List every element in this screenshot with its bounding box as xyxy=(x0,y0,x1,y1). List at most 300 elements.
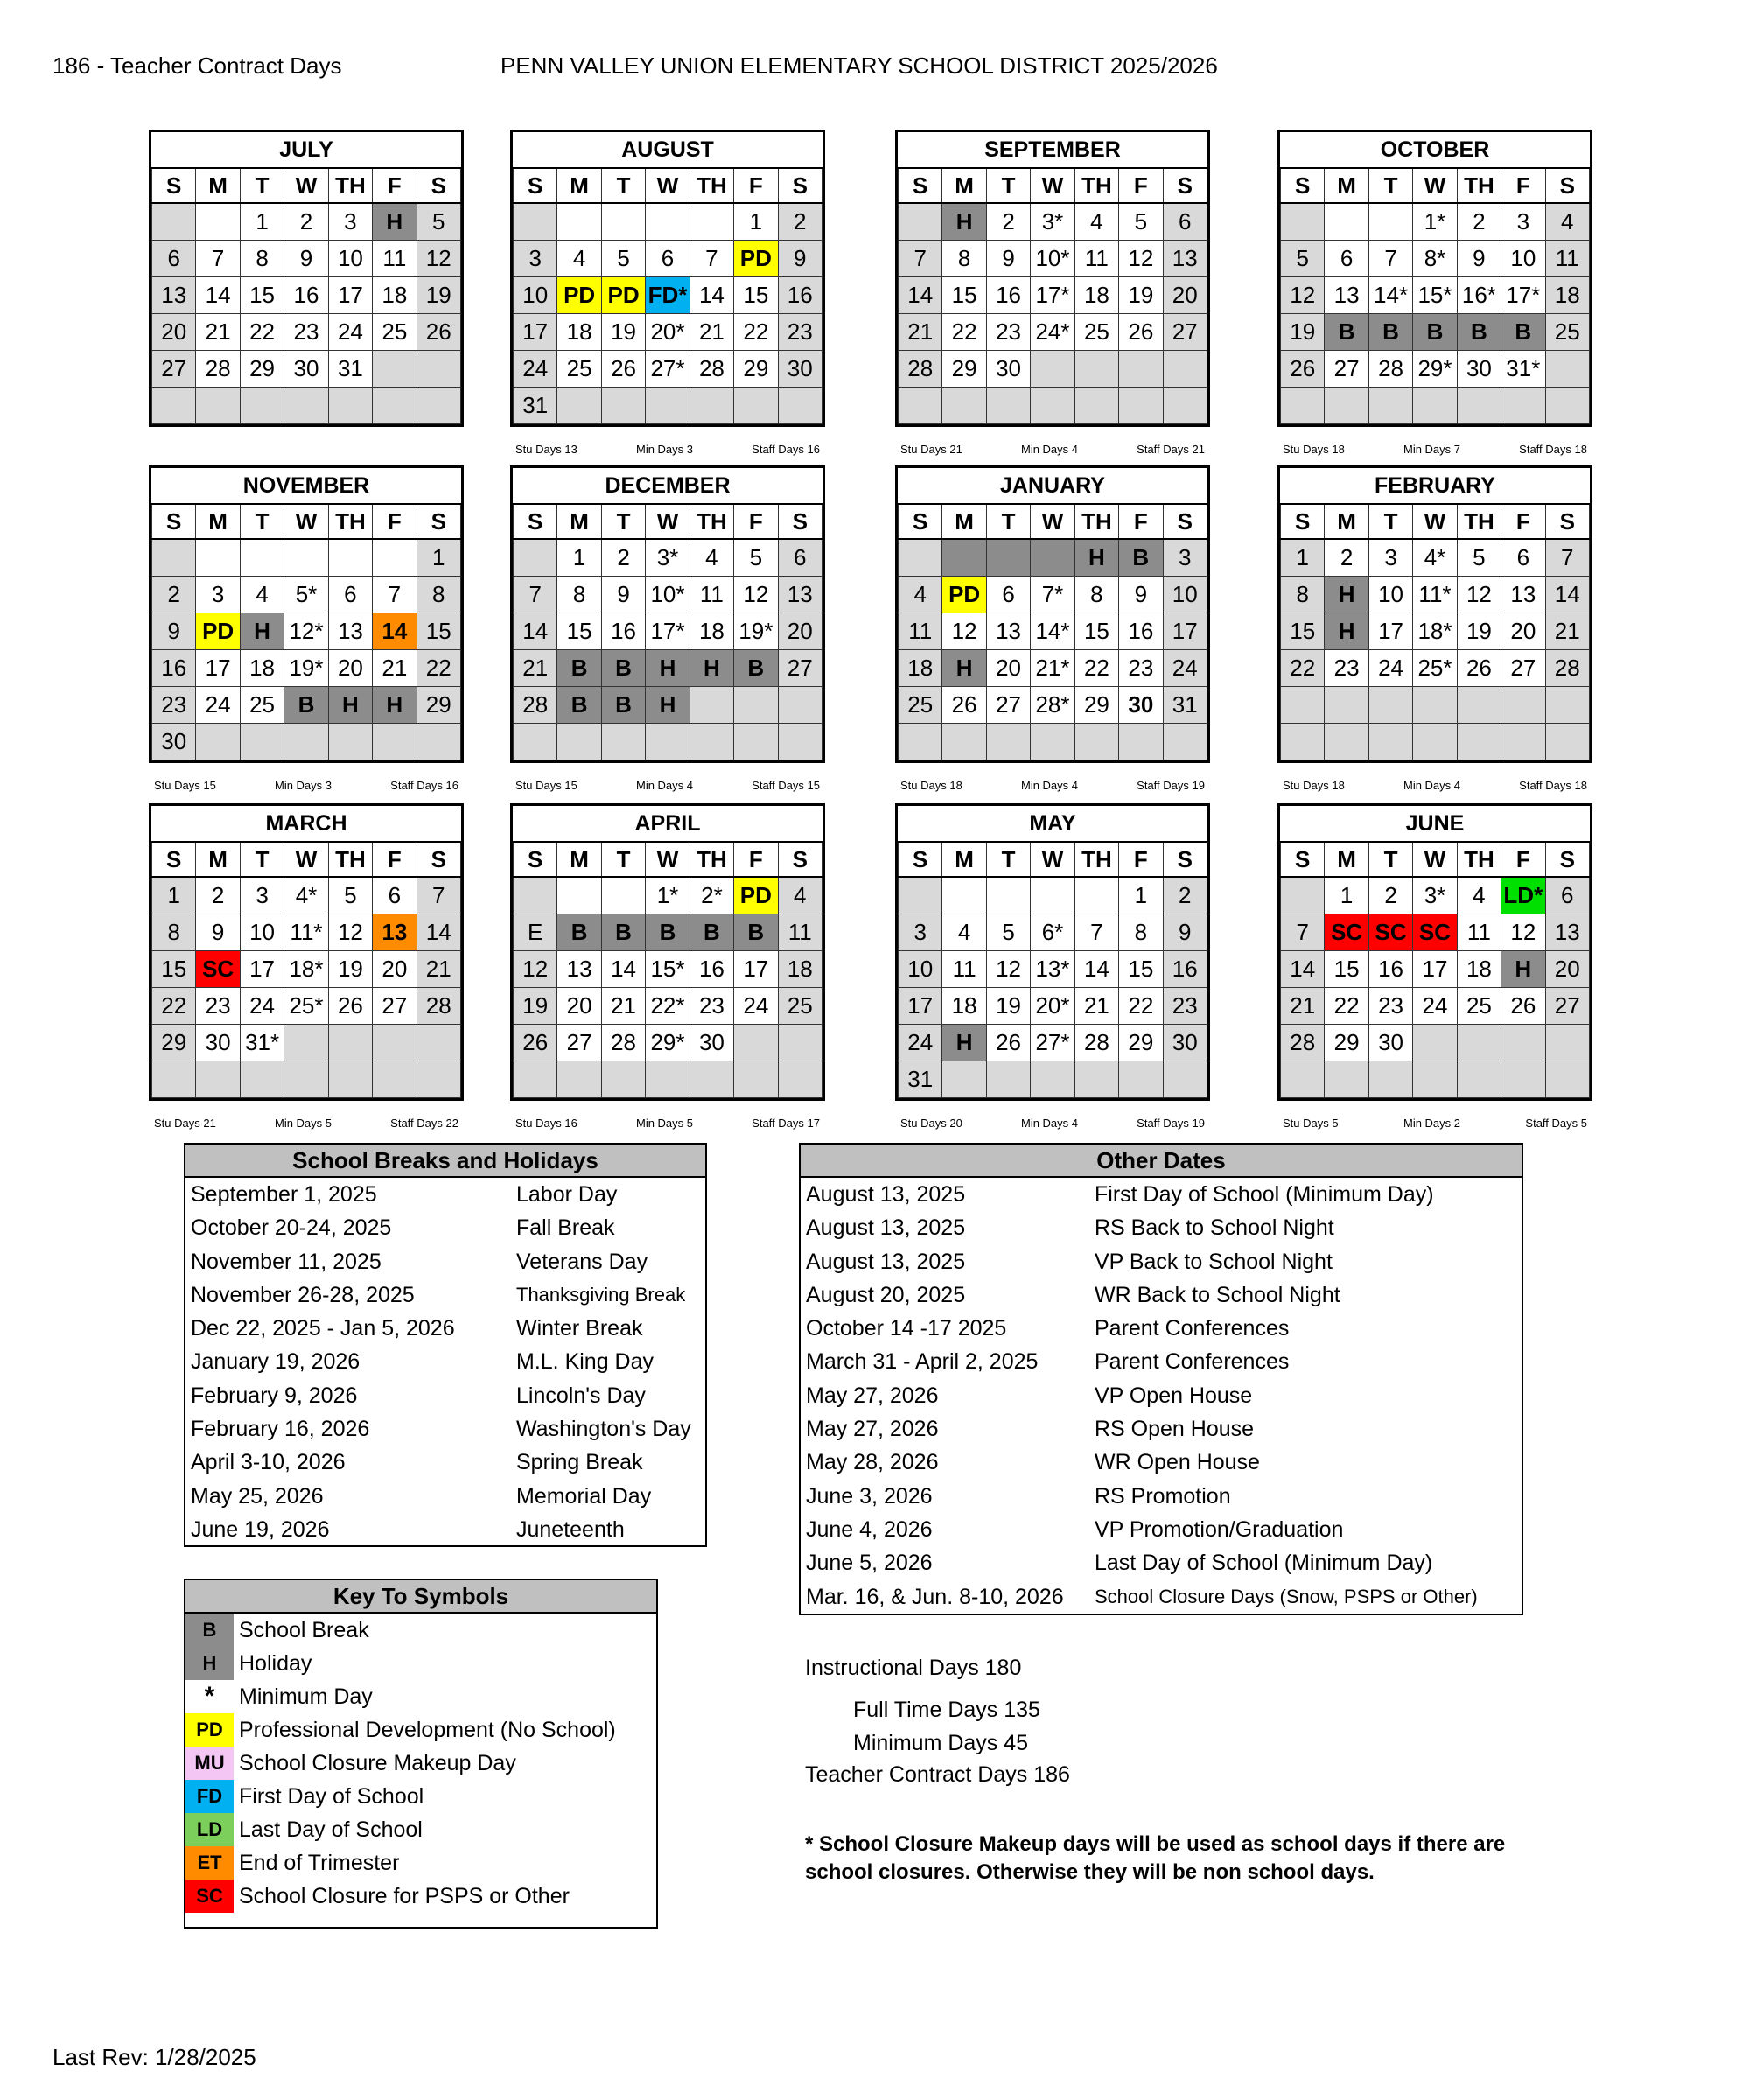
calendar-march xyxy=(149,803,464,1101)
day-cell xyxy=(1074,877,1118,914)
day-cell: 15 xyxy=(557,613,601,650)
other-date-event: VP Open House xyxy=(1095,1382,1253,1408)
day-cell: 20 xyxy=(986,650,1030,687)
day-cell: 3 xyxy=(328,203,372,241)
day-cell: B xyxy=(601,650,645,687)
stat-stu: Stu Days 13 xyxy=(515,443,578,456)
key-symbol: MU xyxy=(186,1746,234,1780)
other-date-row xyxy=(801,1178,1522,1211)
day-cell xyxy=(601,877,645,914)
day-cell: 27* xyxy=(646,351,690,388)
weekday-label: S xyxy=(152,504,196,539)
key-label: School Closure for PSPS or Other xyxy=(239,1884,570,1908)
day-cell: 6 xyxy=(1163,203,1207,241)
weekday-label: S xyxy=(1281,168,1325,203)
day-cell: 25 xyxy=(557,351,601,388)
weekday-label: T xyxy=(240,504,284,539)
day-cell: 3 xyxy=(1163,539,1207,577)
day-cell: B xyxy=(1413,314,1457,351)
day-cell xyxy=(284,1025,328,1061)
weekday-label: TH xyxy=(1074,168,1118,203)
calendar-january xyxy=(895,466,1210,763)
day-cell xyxy=(942,388,986,424)
day-cell: 20 xyxy=(1502,613,1545,650)
day-cell xyxy=(690,1061,733,1098)
day-cell: 7 xyxy=(899,241,942,277)
day-cell: 19 xyxy=(328,951,372,988)
day-cell: 25 xyxy=(1545,314,1589,351)
day-cell: 10 xyxy=(1502,241,1545,277)
other-date-event: VP Back to School Night xyxy=(1095,1249,1333,1274)
day-cell: 18* xyxy=(284,951,328,988)
day-cell: 8 xyxy=(240,241,284,277)
stat-stu: Stu Days 5 xyxy=(1283,1116,1339,1130)
day-cell xyxy=(1413,687,1457,724)
stat-staff: Staff Days 18 xyxy=(1519,779,1587,792)
day-cell: 22 xyxy=(734,314,778,351)
day-cell: 30 xyxy=(152,724,196,760)
day-cell xyxy=(1163,724,1207,760)
day-cell: H xyxy=(942,650,986,687)
day-cell xyxy=(328,539,372,577)
day-cell: 18 xyxy=(1074,277,1118,314)
weekday-label: F xyxy=(1119,168,1163,203)
day-cell: 23 xyxy=(196,988,240,1025)
stat-min: Min Days 5 xyxy=(635,1116,694,1130)
stat-stu: Stu Days 18 xyxy=(1283,443,1345,456)
day-cell: PD xyxy=(734,877,778,914)
weekday-label: TH xyxy=(690,842,733,877)
other-date-event: Parent Conferences xyxy=(1095,1349,1290,1375)
day-cell: 15 xyxy=(1325,951,1368,988)
last-revision: Last Rev: 1/28/2025 xyxy=(52,2044,256,2070)
day-cell xyxy=(778,388,822,424)
day-cell: 18 xyxy=(240,650,284,687)
day-cell: 18 xyxy=(690,613,733,650)
day-cell: 11 xyxy=(1074,241,1118,277)
day-cell xyxy=(778,724,822,760)
day-cell: B xyxy=(1325,314,1368,351)
day-cell: 8 xyxy=(1119,914,1163,951)
day-cell: H xyxy=(942,1025,986,1061)
day-cell xyxy=(1074,724,1118,760)
day-cell: 3 xyxy=(196,577,240,613)
break-date: June 19, 2026 xyxy=(191,1516,330,1542)
day-cell: 28 xyxy=(416,988,460,1025)
day-cell xyxy=(1457,687,1501,724)
weekday-label: T xyxy=(986,842,1030,877)
stat-staff: Staff Days 19 xyxy=(1137,1116,1205,1130)
break-row xyxy=(186,1245,705,1278)
day-cell: 11 xyxy=(778,914,822,951)
day-cell: 17 xyxy=(328,277,372,314)
day-cell: 6 xyxy=(778,539,822,577)
day-cell: 22* xyxy=(646,988,690,1025)
day-cell: 9 xyxy=(601,577,645,613)
day-cell: FD* xyxy=(646,277,690,314)
month-title: NOVEMBER xyxy=(152,468,461,504)
stat-staff: Staff Days 16 xyxy=(390,779,458,792)
calendar-september xyxy=(895,130,1210,427)
day-cell: 1 xyxy=(1119,877,1163,914)
weekday-label: M xyxy=(942,168,986,203)
break-row xyxy=(186,1513,705,1546)
day-cell: 12 xyxy=(416,241,460,277)
day-cell: 10* xyxy=(1031,241,1074,277)
weekday-label: W xyxy=(1413,504,1457,539)
other-date-row xyxy=(801,1278,1522,1312)
day-cell: 19 xyxy=(514,988,557,1025)
day-cell xyxy=(1368,203,1412,241)
day-cell: 21 xyxy=(899,314,942,351)
day-cell: 17 xyxy=(1413,951,1457,988)
weekday-label: F xyxy=(373,168,416,203)
day-cell: 21 xyxy=(514,650,557,687)
day-cell: 15 xyxy=(416,613,460,650)
weekday-label: M xyxy=(942,504,986,539)
day-cell: B xyxy=(284,687,328,724)
day-cell xyxy=(899,388,942,424)
day-cell: 5 xyxy=(986,914,1030,951)
day-cell xyxy=(1413,1025,1457,1061)
breaks-title: School Breaks and Holidays xyxy=(186,1144,705,1178)
day-cell: 25* xyxy=(1413,650,1457,687)
day-cell: 5 xyxy=(416,203,460,241)
other-date: August 13, 2025 xyxy=(806,1182,966,1207)
day-cell: 21 xyxy=(373,650,416,687)
stat-staff: Staff Days 16 xyxy=(752,443,820,456)
key-box xyxy=(184,1578,658,1928)
day-cell: H xyxy=(328,687,372,724)
day-cell: 9 xyxy=(152,613,196,650)
day-cell: 15 xyxy=(152,951,196,988)
day-cell xyxy=(284,724,328,760)
key-row xyxy=(186,1680,656,1713)
day-cell: 21 xyxy=(196,314,240,351)
month-title: OCTOBER xyxy=(1281,132,1590,168)
break-row xyxy=(186,1446,705,1479)
weekday-label: W xyxy=(284,504,328,539)
day-cell: 1 xyxy=(152,877,196,914)
other-date-event: VP Promotion/Graduation xyxy=(1095,1516,1344,1542)
day-cell: 24 xyxy=(734,988,778,1025)
day-cell: 15 xyxy=(1074,613,1118,650)
day-cell: 30 xyxy=(690,1025,733,1061)
day-cell xyxy=(328,1025,372,1061)
stat-stu: Stu Days 21 xyxy=(154,1116,216,1130)
day-cell xyxy=(778,1061,822,1098)
key-row xyxy=(186,1647,656,1680)
day-cell: H xyxy=(1325,613,1368,650)
break-date: May 25, 2026 xyxy=(191,1483,324,1508)
other-date: June 4, 2026 xyxy=(806,1516,933,1542)
day-cell: E xyxy=(514,914,557,951)
day-cell: 1 xyxy=(734,203,778,241)
day-cell xyxy=(557,877,601,914)
day-cell xyxy=(557,203,601,241)
month-stats xyxy=(510,443,825,456)
day-cell: 14 xyxy=(899,277,942,314)
day-cell: 26 xyxy=(986,1025,1030,1061)
day-cell: 23 xyxy=(1119,650,1163,687)
day-cell: 24 xyxy=(328,314,372,351)
day-cell: 7 xyxy=(1074,914,1118,951)
minimum-days: Minimum Days 45 xyxy=(853,1731,1029,1755)
other-date-row xyxy=(801,1379,1522,1412)
day-cell: 26 xyxy=(1457,650,1501,687)
day-cell: 20 xyxy=(373,951,416,988)
day-cell xyxy=(734,687,778,724)
day-cell xyxy=(328,1061,372,1098)
day-cell: 18 xyxy=(899,650,942,687)
day-cell: LD* xyxy=(1502,877,1545,914)
day-cell: B xyxy=(557,914,601,951)
day-cell: 3 xyxy=(514,241,557,277)
day-cell xyxy=(690,388,733,424)
weekday-label: M xyxy=(196,842,240,877)
day-cell: 1 xyxy=(416,539,460,577)
day-cell xyxy=(1545,724,1589,760)
day-cell xyxy=(942,539,986,577)
weekday-label: F xyxy=(373,842,416,877)
day-cell: H xyxy=(1074,539,1118,577)
month-title: JANUARY xyxy=(899,468,1208,504)
day-cell: 13 xyxy=(152,277,196,314)
day-cell: 8 xyxy=(1074,577,1118,613)
day-cell xyxy=(1457,724,1501,760)
day-cell: 21 xyxy=(1074,988,1118,1025)
day-cell: 29 xyxy=(1074,687,1118,724)
instructional-days: Instructional Days 180 xyxy=(805,1656,1022,1680)
day-cell: 18 xyxy=(942,988,986,1025)
day-cell: B xyxy=(734,650,778,687)
day-cell xyxy=(1119,1061,1163,1098)
other-date: August 20, 2025 xyxy=(806,1282,966,1307)
month-title: MARCH xyxy=(152,806,461,842)
day-cell xyxy=(196,388,240,424)
day-cell: 11 xyxy=(942,951,986,988)
day-cell: 15 xyxy=(1281,613,1325,650)
day-cell xyxy=(416,724,460,760)
other-date: August 13, 2025 xyxy=(806,1249,966,1274)
day-cell xyxy=(1031,388,1074,424)
day-cell: 28 xyxy=(690,351,733,388)
break-name: Memorial Day xyxy=(516,1483,652,1508)
day-cell: PD xyxy=(557,277,601,314)
break-row xyxy=(186,1345,705,1378)
day-cell: 27 xyxy=(1545,988,1589,1025)
day-cell xyxy=(416,1061,460,1098)
day-cell xyxy=(986,539,1030,577)
day-cell: 16* xyxy=(1457,277,1501,314)
day-cell: 27 xyxy=(1325,351,1368,388)
day-cell: 21 xyxy=(1281,988,1325,1025)
day-cell: 27 xyxy=(1163,314,1207,351)
stat-stu: Stu Days 15 xyxy=(515,779,578,792)
weekday-label: TH xyxy=(328,168,372,203)
day-cell: 7 xyxy=(373,577,416,613)
day-cell: 10 xyxy=(240,914,284,951)
teacher-contract-days: Teacher Contract Days 186 xyxy=(805,1762,1070,1787)
day-cell: 21 xyxy=(416,951,460,988)
key-row xyxy=(186,1614,656,1647)
day-cell xyxy=(1545,351,1589,388)
day-cell: 26 xyxy=(1119,314,1163,351)
day-cell xyxy=(942,724,986,760)
day-cell xyxy=(942,1061,986,1098)
day-cell: 13 xyxy=(778,577,822,613)
day-cell xyxy=(1325,724,1368,760)
weekday-label: W xyxy=(646,168,690,203)
day-cell xyxy=(373,539,416,577)
day-cell xyxy=(1163,388,1207,424)
weekday-label: S xyxy=(1281,842,1325,877)
day-cell: 13 xyxy=(328,613,372,650)
day-cell: 23 xyxy=(778,314,822,351)
day-cell: 8 xyxy=(557,577,601,613)
day-cell: 6 xyxy=(646,241,690,277)
day-cell xyxy=(152,1061,196,1098)
day-cell: 23 xyxy=(1163,988,1207,1025)
day-cell xyxy=(373,1061,416,1098)
weekday-label: S xyxy=(899,842,942,877)
stat-min: Min Days 4 xyxy=(635,779,694,792)
day-cell: 17 xyxy=(240,951,284,988)
key-label: Minimum Day xyxy=(239,1684,373,1709)
day-cell: H xyxy=(240,613,284,650)
weekday-label: S xyxy=(1163,842,1207,877)
break-name: Veterans Day xyxy=(516,1249,648,1274)
weekday-label: S xyxy=(152,842,196,877)
day-cell xyxy=(1502,1025,1545,1061)
day-cell xyxy=(240,1061,284,1098)
day-cell xyxy=(1502,724,1545,760)
day-cell: 1 xyxy=(1281,539,1325,577)
day-cell xyxy=(1031,724,1074,760)
day-cell: 27 xyxy=(986,687,1030,724)
day-cell xyxy=(284,1061,328,1098)
day-cell: 23 xyxy=(1325,650,1368,687)
break-row xyxy=(186,1312,705,1345)
weekday-label: S xyxy=(1545,842,1589,877)
day-cell xyxy=(196,1061,240,1098)
other-date-row xyxy=(801,1412,1522,1446)
day-cell xyxy=(690,724,733,760)
day-cell: 19* xyxy=(284,650,328,687)
day-cell: 15 xyxy=(942,277,986,314)
weekday-label: T xyxy=(1368,168,1412,203)
day-cell: 5 xyxy=(601,241,645,277)
day-cell: 31* xyxy=(1502,351,1545,388)
day-cell: 1 xyxy=(557,539,601,577)
break-row xyxy=(186,1412,705,1446)
breaks-list xyxy=(186,1178,705,1546)
day-cell: 16 xyxy=(1119,613,1163,650)
day-cell: 6 xyxy=(373,877,416,914)
stat-staff: Staff Days 5 xyxy=(1525,1116,1587,1130)
break-name: Fall Break xyxy=(516,1215,615,1241)
day-cell xyxy=(646,203,690,241)
key-row xyxy=(186,1780,656,1813)
day-cell: 12 xyxy=(1119,241,1163,277)
day-cell: 5 xyxy=(1119,203,1163,241)
page-title: PENN VALLEY UNION ELEMENTARY SCHOOL DISTRICT 2025/2026 xyxy=(500,52,1218,79)
day-cell: 25 xyxy=(373,314,416,351)
day-cell xyxy=(328,724,372,760)
weekday-label: M xyxy=(942,842,986,877)
day-cell: 5 xyxy=(1457,539,1501,577)
day-cell: 7 xyxy=(1281,914,1325,951)
weekday-label: W xyxy=(1031,504,1074,539)
day-cell: 14 xyxy=(416,914,460,951)
day-cell: SC xyxy=(1325,914,1368,951)
header-left: 186 - Teacher Contract Days xyxy=(52,52,342,79)
day-cell: H xyxy=(373,203,416,241)
day-cell: 10* xyxy=(646,577,690,613)
break-date: January 19, 2026 xyxy=(191,1349,360,1375)
day-cell xyxy=(690,203,733,241)
stat-stu: Stu Days 21 xyxy=(900,443,962,456)
day-cell: 22 xyxy=(240,314,284,351)
stat-min: Min Days 7 xyxy=(1403,443,1461,456)
day-cell: 11 xyxy=(1457,914,1501,951)
weekday-label: M xyxy=(557,842,601,877)
day-cell: 13 xyxy=(1545,914,1589,951)
break-name: Spring Break xyxy=(516,1450,643,1475)
key-symbol: SC xyxy=(186,1880,234,1913)
day-cell: 19 xyxy=(601,314,645,351)
break-date: November 26-28, 2025 xyxy=(191,1282,415,1307)
day-cell: 3 xyxy=(240,877,284,914)
day-cell xyxy=(734,724,778,760)
day-cell: 19 xyxy=(1457,613,1501,650)
day-cell: 17* xyxy=(646,613,690,650)
day-cell: 9 xyxy=(284,241,328,277)
other-date: June 5, 2026 xyxy=(806,1550,933,1576)
day-cell: 31 xyxy=(899,1061,942,1098)
day-cell xyxy=(557,724,601,760)
day-cell xyxy=(986,877,1030,914)
day-cell: 25* xyxy=(284,988,328,1025)
other-date-event: RS Open House xyxy=(1095,1417,1255,1442)
day-cell: 20* xyxy=(646,314,690,351)
day-cell: SC xyxy=(1413,914,1457,951)
key-symbol: B xyxy=(186,1614,234,1647)
calendar-october xyxy=(1278,130,1592,427)
day-cell: 12 xyxy=(1457,577,1501,613)
day-cell: 26 xyxy=(328,988,372,1025)
day-cell: 30 xyxy=(284,351,328,388)
calendar-february xyxy=(1278,466,1592,763)
month-stats xyxy=(149,779,464,792)
day-cell: 7 xyxy=(690,241,733,277)
weekday-label: TH xyxy=(1457,168,1501,203)
day-cell xyxy=(899,203,942,241)
day-cell xyxy=(1031,877,1074,914)
weekday-label: F xyxy=(1119,504,1163,539)
day-cell: 30 xyxy=(1368,1025,1412,1061)
weekday-label: S xyxy=(416,168,460,203)
month-title: APRIL xyxy=(514,806,822,842)
day-cell: 25 xyxy=(1074,314,1118,351)
day-cell: 4 xyxy=(240,577,284,613)
day-cell xyxy=(196,724,240,760)
stat-min: Min Days 2 xyxy=(1403,1116,1461,1130)
day-cell: 20 xyxy=(1163,277,1207,314)
day-cell: H xyxy=(646,650,690,687)
weekday-label: T xyxy=(986,168,1030,203)
day-cell: 9 xyxy=(1457,241,1501,277)
